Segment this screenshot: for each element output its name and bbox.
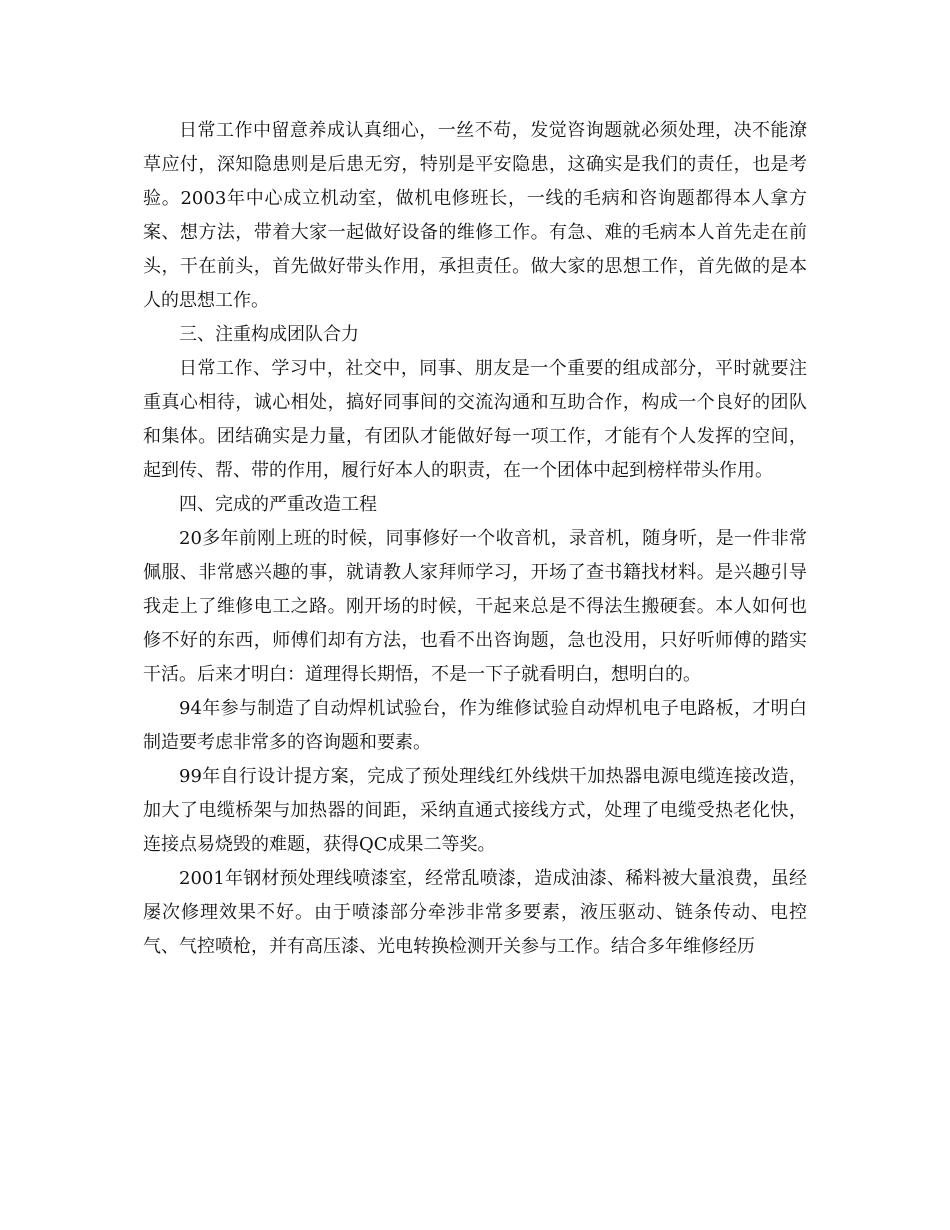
paragraph-1994: 94年参与制造了自动焊机试验台，作为维修试验自动焊机电子电路板，才明白制造要考虑非常多的咨询题和要素。 <box>143 698 807 753</box>
paragraph-daily-work: 日常工作中留意养成认真细心，一丝不苟，发觉咨询题就必须处理，决不能潦草应付，深知隐患则是后患无穷，特别是平安隐患，这确实是我们的责任，也是考验。2003年中心成立机动室，做机电修班长，一线的毛病和咨询题都得本人拿方案、想方法，带着大家一起做好设备的维修工作。有急、难的毛病本人首先走在前头，干在前头，首先做好带头作用，承担责任。做大家的思想工作，首先做的是本人的思想工作。 <box>143 120 807 311</box>
paragraph-1999: 99年自行设计提方案，完成了预处理线红外线烘干加热器电源电缆连接改造，加大了电缆桥架与加热器的间距，采纳直通式接线方式，处理了电缆受热老化快，连接点易烧毁的难题，获得QC成果二等奖。 <box>143 766 807 855</box>
paragraph-2001: 2001年钢材预处理线喷漆室，经常乱喷漆，造成油漆、稀料被大量浪费，虽经屡次修理效果不好。由于喷漆部分牵涉非常多要素，液压驱动、链条传动、电控气、气控喷枪，并有高压漆、光电转换检测开关参与工作。结合多年维修经历 <box>143 868 807 957</box>
document-body <box>143 114 807 964</box>
paragraph-early-career: 20多年前刚上班的时候，同事修好一个收音机，录音机，随身听，是一件非常佩服、非常感兴趣的事，就请教人家拜师学习，开场了查书籍找材料。是兴趣引导我走上了维修电工之路。刚开场的时候，干起来总是不得法生搬硬套。本人如何也修不好的东西，师傅们却有方法，也看不出咨询题，急也没用，只好听师傅的踏实干活。后来才明白：道理得长期悟，不是一下子就看明白，想明白的。 <box>143 528 807 685</box>
section-heading-team: 三、注重构成团队合力 <box>179 324 359 345</box>
section-heading-projects: 四、完成的严重改造工程 <box>179 494 377 515</box>
paragraph-team: 日常工作、学习中，社交中，同事、朋友是一个重要的组成部分，平时就要注重真心相待，诚心相处，搞好同事间的交流沟通和互助合作，构成一个良好的团队和集体。团结确实是力量，有团队才能做好每一项工作，才能有个人发挥的空间，起到传、帮、带的作用，履行好本人的职责，在一个团体中起到榜样带头作用。 <box>143 358 807 481</box>
